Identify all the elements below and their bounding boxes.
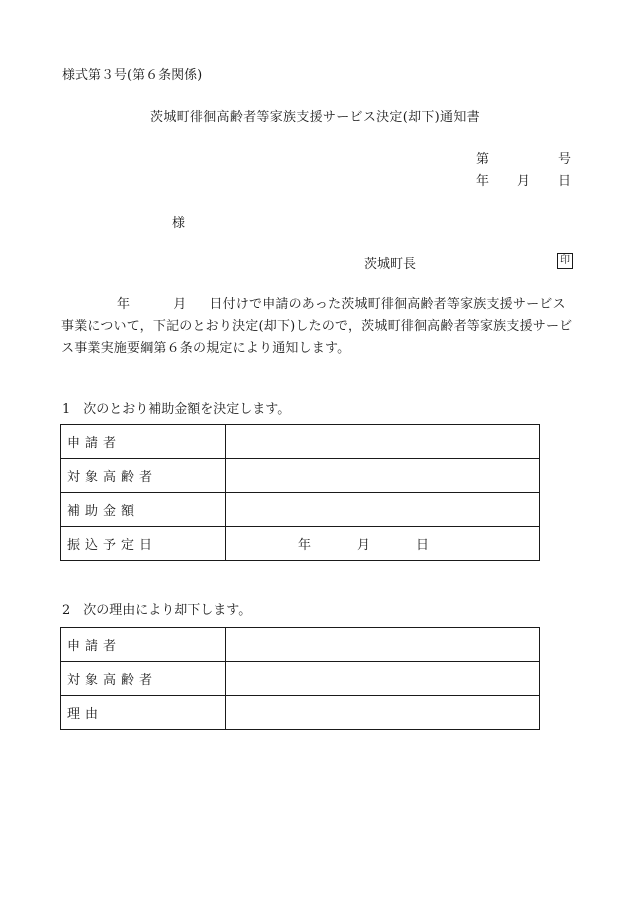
- date-day: 日: [557, 174, 571, 189]
- table-row: [61, 527, 540, 561]
- date-year: 年: [476, 174, 490, 189]
- section1-heading: 1 次のとおり補助金額を決定します。: [62, 402, 291, 417]
- subsidy-amount-field[interactable]: [226, 493, 540, 527]
- body-text: 日付けで申請のあった茨城町徘徊高齢者等家族支援サービス事業について，下記のとおり決定(却下)したので，茨城町徘徊高齢者等家族支援サービス事業実施要綱第６条の規定により通知します。: [61, 297, 573, 356]
- date-month: 月: [516, 174, 530, 189]
- body-year: 年: [117, 297, 131, 312]
- table-row: [61, 662, 540, 696]
- table-row: [61, 459, 540, 493]
- table-row: [61, 493, 540, 527]
- transfer-date-day: 日: [416, 538, 430, 553]
- row-label: 補助金額: [61, 493, 226, 527]
- table-row: [61, 628, 540, 662]
- elderly-person-field[interactable]: [226, 459, 540, 493]
- elderly-person-field[interactable]: [226, 662, 540, 696]
- row-label: 対象高齢者: [61, 662, 226, 696]
- seal-stamp: 印: [557, 253, 573, 269]
- notice-body: [61, 294, 573, 360]
- document-title: 茨城町徘徊高齢者等家族支援サービス決定(却下)通知書: [150, 110, 480, 125]
- number-prefix: 第: [476, 152, 490, 167]
- transfer-date-month: 月: [357, 538, 371, 553]
- table-row: [61, 425, 540, 459]
- transfer-date-year: 年: [298, 538, 312, 553]
- applicant-field[interactable]: [226, 628, 540, 662]
- document-number: [476, 153, 571, 166]
- transfer-date-field[interactable]: [226, 527, 540, 561]
- body-month: 月: [173, 297, 187, 312]
- section2-heading: 2 次の理由により却下します。: [62, 603, 252, 618]
- row-label: 申請者: [61, 425, 226, 459]
- table-row: [61, 696, 540, 730]
- row-label: 理由: [61, 696, 226, 730]
- row-label: 申請者: [61, 628, 226, 662]
- row-label: 対象高齢者: [61, 459, 226, 493]
- form-label: 様式第３号(第６条関係): [62, 68, 203, 83]
- approval-table: [60, 424, 540, 561]
- rejection-table: [60, 627, 540, 730]
- number-suffix: 号: [557, 152, 571, 167]
- recipient-honorific: 様: [172, 216, 186, 231]
- reason-field[interactable]: [226, 696, 540, 730]
- sender-name: 茨城町長: [364, 257, 417, 272]
- row-label: 振込予定日: [61, 527, 226, 561]
- applicant-field[interactable]: [226, 425, 540, 459]
- document-date: [476, 175, 571, 188]
